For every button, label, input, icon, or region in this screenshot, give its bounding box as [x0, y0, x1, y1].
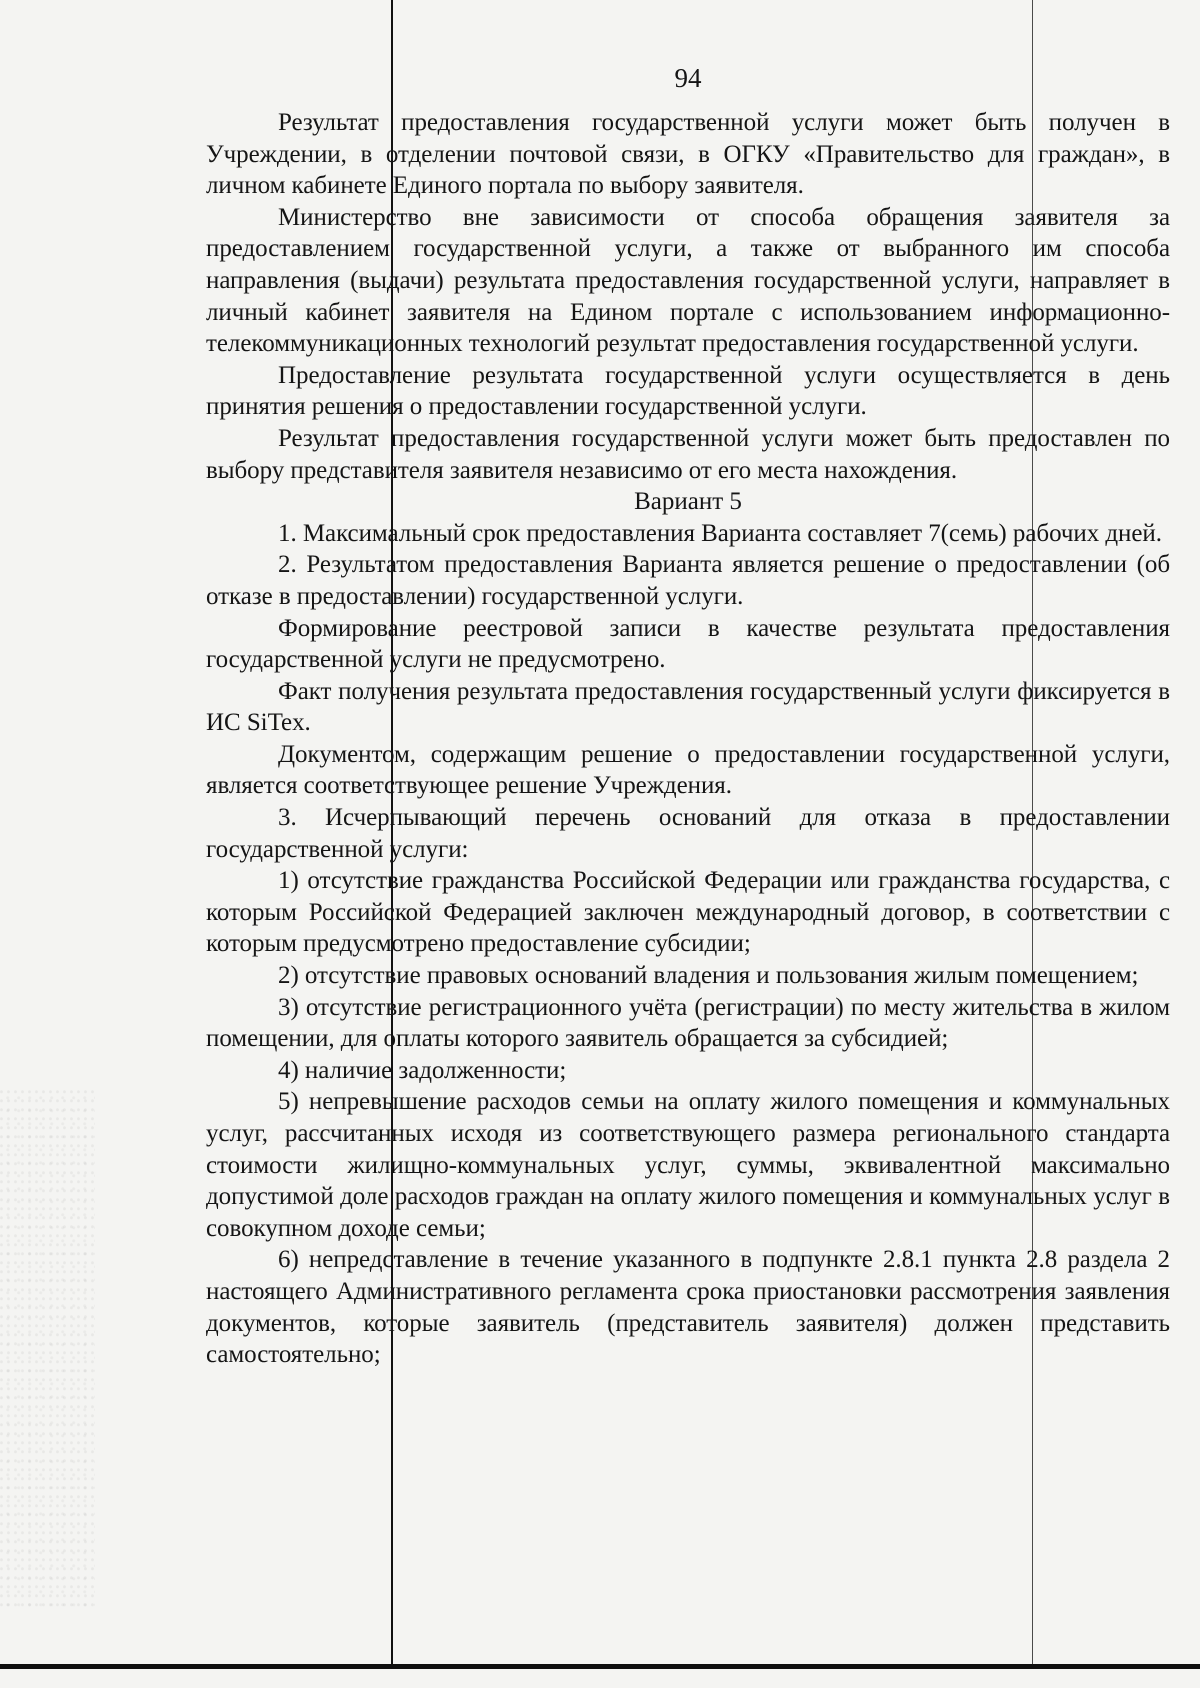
refusal-ground-1: 1) отсутствие гражданства Российской Федерации или гражданства государства, с которым Российской Федерацией заключен международный договор, в соответствии с которым предусмотрено предоставление субсидии; — [206, 867, 1170, 958]
refusal-ground-5: 5) непревышение расходов семьи на оплату жилого помещения и коммунальных услуг, рассчитанных исходя из соответствующего размера регионального стандарта стоимости жилищно-коммунальных услуг, суммы, эквивалентной максимально допустимой доле расходов граждан на оплату жилого помещения и коммунальных услуг в совокупном доходе семьи; — [206, 1088, 1170, 1242]
refusal-ground-4: 4) наличие задолженности; — [278, 1056, 567, 1084]
variant-paragraph-result: 2. Результатом предоставления Варианта является решение о предоставлении (об отказе в предоставлении) государственной услуги. — [206, 551, 1170, 610]
paragraph-result-location: Результат предоставления государственной услуги может быть предоставлен по выбору представителя заявителя независимо от его места нахождения. — [206, 424, 1170, 484]
paragraph-result-provision-day: Предоставление результата государственной услуги осуществляется в день принятия решения о предоставлении государственной услуги. — [206, 361, 1170, 421]
page-number: 94 — [674, 63, 702, 93]
variant-paragraph-decision-document: Документом, содержащим решение о предоставлении государственной услуги, является соответствующее решение Учреждения. — [206, 740, 1170, 800]
refusal-ground-3: 3) отсутствие регистрационного учёта (регистрации) по месту жительства в жилом помещении, для оплаты которого заявитель обращается за субсидией; — [206, 993, 1170, 1053]
variant-paragraph-registry-record: Формирование реестровой записи в качестве результата предоставления государственной услуги не предусмотрено. — [206, 614, 1170, 674]
variant-paragraph-result-fixation: Факт получения результата предоставления государственный услуги фиксируется в ИС SiTex. — [206, 677, 1170, 737]
document-content — [206, 56, 1170, 1371]
scan-bottom-border — [0, 1664, 1200, 1669]
variant-paragraph-max-term: 1. Максимальный срок предоставления Варианта составляет 7(семь) рабочих дней. — [278, 519, 1162, 547]
refusal-ground-6: 6) непредставление в течение указанного в подпункте 2.8.1 пункта 2.8 раздела 2 настоящего Административного регламента срока приостановки рассмотрения заявления документов, которые заявитель (представитель заявителя) должен представить самостоятельно; — [206, 1246, 1170, 1369]
scan-noise — [0, 1090, 95, 1610]
paragraph-result-delivery: Результат предоставления государственной услуги может быть получен в Учреждении, в отделении почтовой связи, в ОГКУ «Правительство для граждан», в личном кабинете Единого портала по выбору заявителя. — [206, 109, 1170, 200]
variant-heading: Вариант 5 — [634, 488, 742, 516]
paragraph-ministry-sends-result: Министерство вне зависимости от способа обращения заявителя за предоставлением государственной услуги, а также от выбранного им способа направления (выдачи) результата предоставления государственной услуги, направляет в личный кабинет заявителя на Едином портале с использованием информационно-телекоммуникационных технологий результат предоставления государственной услуги. — [206, 203, 1170, 358]
variant-paragraph-refusal-grounds-heading: 3. Исчерпывающий перечень оснований для отказа в предоставлении государственной услуги: — [206, 804, 1170, 863]
refusal-ground-2: 2) отсутствие правовых оснований владения и пользования жилым помещением; — [278, 962, 1139, 990]
